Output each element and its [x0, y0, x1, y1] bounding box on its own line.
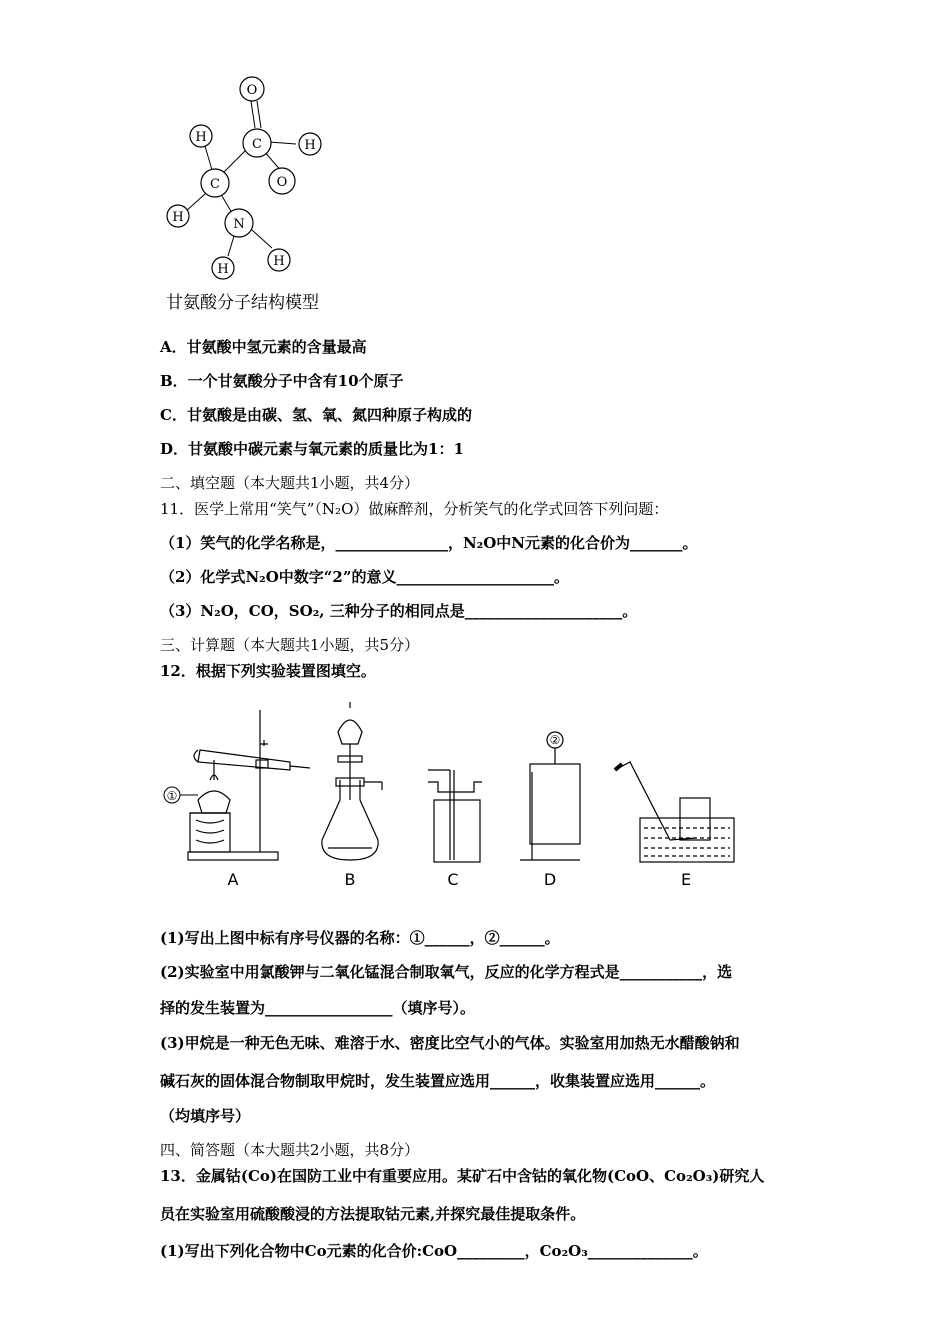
atom-label: N: [233, 217, 245, 232]
atom-label: O: [246, 83, 258, 98]
atom-label: H: [273, 254, 285, 269]
question-13-stem-line-1: 13．金属钴(Co)在国防工业中有重要应用。某矿石中含钴的氧化物(CoO、Co₂O₃)研究人: [160, 1167, 765, 1185]
question-12-part-3-line-2: 碱石灰的固体混合物制取甲烷时，发生装置应选用______，收集装置应选用______。: [160, 1072, 716, 1090]
molecule-caption: 甘氨酸分子结构模型: [166, 293, 319, 313]
atom-label: H: [304, 138, 316, 153]
option-b: B．一个甘氨酸分子中含有10个原子: [160, 372, 404, 390]
mark-2-label: ②: [549, 733, 561, 747]
atom-label: C: [210, 177, 220, 192]
question-13-part-1: (1)写出下列化合物中Co元素的化合价:CoO_________，Co₂O₃______________。: [160, 1242, 708, 1260]
atom-label: H: [217, 262, 229, 277]
question-12-part-3-line-3: （均填序号）: [160, 1107, 251, 1125]
apparatus-b: [322, 702, 382, 860]
mark-1-label: ①: [166, 789, 178, 803]
apparatus-d-label: D: [543, 870, 557, 889]
question-12-part-2-line-1: (2)实验室中用氯酸钾与二氧化锰混合制取氧气，反应的化学方程式是___________，选: [160, 963, 733, 981]
atom-label: H: [195, 130, 207, 145]
option-c: C．甘氨酸是由碳、氢、氧、氮四种原子构成的: [160, 406, 472, 424]
question-11-part-1: （1）笑气的化学名称是，_______________，N₂O中N元素的化合价为_______。: [160, 534, 698, 552]
question-12-part-2-line-2: 择的发生装置为_________________（填序号）。: [160, 999, 476, 1017]
section-heading-fill-in: 二、填空题（本大题共1小题，共4分）: [160, 474, 420, 492]
question-13-stem-line-2: 员在实验室用硫酸酸浸的方法提取钴元素,并探究最佳提取条件。: [160, 1205, 586, 1223]
question-12-part-1: (1)写出上图中标有序号仪器的名称：①______，②______。: [160, 929, 560, 947]
apparatus-c-label: C: [447, 870, 459, 889]
option-a: A．甘氨酸中氢元素的含量最高: [160, 338, 367, 356]
option-d: D．甘氨酸中碳元素与氧元素的质量比为1：1: [160, 440, 464, 458]
atom-label: H: [172, 210, 184, 225]
apparatus-e-label: E: [680, 870, 692, 889]
apparatus-e: [615, 762, 734, 862]
section-heading-calculation: 三、计算题（本大题共1小题，共5分）: [160, 636, 420, 654]
atom-label: O: [276, 175, 288, 190]
question-12-stem: 12．根据下列实验装置图填空。: [160, 662, 376, 680]
apparatus-d: [520, 732, 580, 860]
question-12-part-3-line-1: (3)甲烷是一种无色无味、难溶于水、密度比空气小的气体。实验室用加热无水醋酸钠和: [160, 1034, 740, 1052]
question-11-stem: 11．医学上常用“笑气”（N₂O）做麻醉剂，分析笑气的化学式回答下列问题：: [160, 500, 669, 518]
lab-apparatus-figure: [160, 700, 760, 895]
glycine-molecule-diagram: [160, 68, 360, 318]
section-heading-short-answer: 四、简答题（本大题共2小题，共8分）: [160, 1141, 420, 1159]
apparatus-b-label: B: [344, 870, 356, 889]
question-11-part-3: （3）N₂O，CO，SO₂, 三种分子的相同点是_____________________。: [160, 602, 638, 620]
apparatus-c: [428, 770, 482, 862]
apparatus-a: [188, 710, 310, 860]
atom-label: C: [252, 137, 262, 152]
apparatus-a-label: A: [227, 870, 239, 889]
question-11-part-2: （2）化学式N₂O中数字“2”的意义_____________________。: [160, 568, 569, 586]
